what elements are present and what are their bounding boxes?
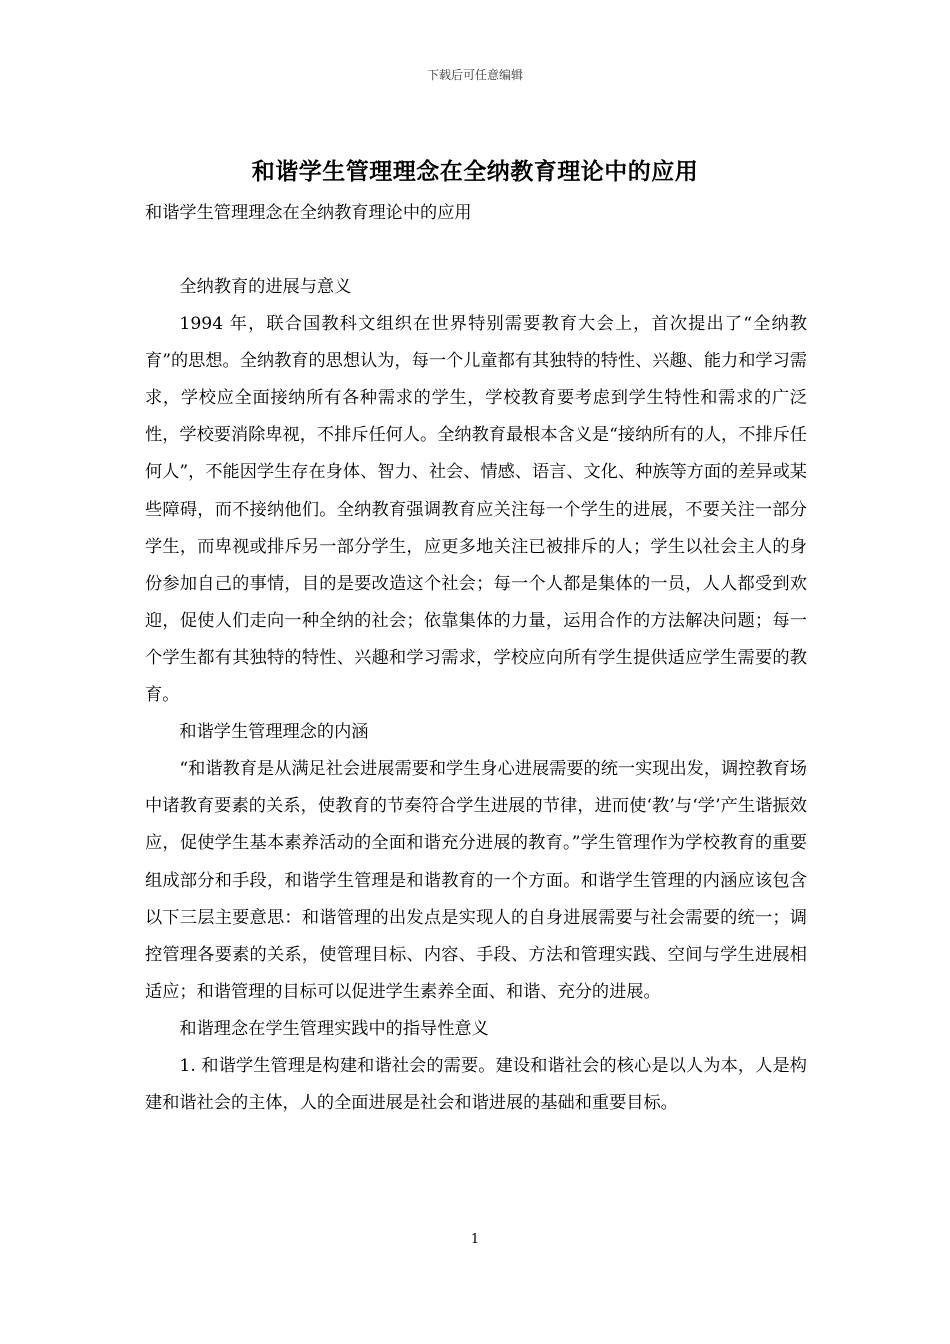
section-heading-guidance: 和谐理念在学生管理实践中的指导性意义 xyxy=(179,1018,489,1039)
paragraph-harmonious-education: “和谐教育是从满足社会进展需要和学生身心进展需要的统一实现出发，调控教育场中诸教育要素的关系，使教育的节奏符合学生进展的节律，进而使‘教’与‘学’产生谐振效应，促使学生基本素养活动的全面和谐充分进展的教育。”学生管理作为学校教育的重要组成部分和手段，和谐学生管理是和谐教育的一个方面。和谐学生管理的内涵应该包含以下三层主要意思：和谐管理的出发点是实现人的自身进展需要与社会需要的统一；调控管理各要素的关系，使管理目标、内容、手段、方法和管理实践、空间与学生进展相适应；和谐管理的目标可以促进学生素养全面、和谐、充分的进展。 xyxy=(145,759,807,1002)
paragraph-harmonious-society: 1. 和谐学生管理是构建和谐社会的需要。建设和谐社会的核心是以人为本，人是构建和谐社会的主体，人的全面进展是社会和谐进展的基础和重要目标。 xyxy=(145,1055,807,1114)
section-heading-development: 全纳教育的进展与意义 xyxy=(179,277,352,297)
document-body xyxy=(145,269,807,1122)
paragraph-inclusive-education: 1994 年，联合国教科文组织在世界特别需要教育大会上，首次提出了“全纳教育”的思想。全纳教育的思想认为，每一个儿童都有其独特的特性、兴趣、能力和学习需求，学校应全面接纳所有各种需求的学生，学校教育要考虑到学生特性和需求的广泛性，学校要消除卑视，不排斥任何人。全纳教育最根本含义是“接纳所有的人，不排斥任何人”，不能因学生存在身体、智力、社会、情感、语言、文化、种族等方面的差异或某些障碍，而不接纳他们。全纳教育强调教育应关注每一个学生的进展，不要关注一部分学生，而卑视或排斥另一部分学生，应更多地关注已被排斥的人；学生以社会主人的身份参加自己的事情，目的是要改造这个社会；每一个人都是集体的一员，人人都受到欢迎，促使人们走向一种全纳的社会；依靠集体的力量，运用合作的方法解决问题；每一个学生都有其独特的特性、兴趣和学习需求，学校应向所有学生提供适应学生需要的教育。 xyxy=(145,314,807,706)
document-title: 和谐学生管理理念在全纳教育理论中的应用 xyxy=(251,158,699,185)
page-number: 1 xyxy=(470,1232,480,1247)
page-header: 下载后可任意编辑 xyxy=(426,68,523,82)
section-heading-connotation: 和谐学生管理理念的内涵 xyxy=(179,722,369,743)
document-subtitle: 和谐学生管理理念在全纳教育理论中的应用 xyxy=(145,203,472,223)
